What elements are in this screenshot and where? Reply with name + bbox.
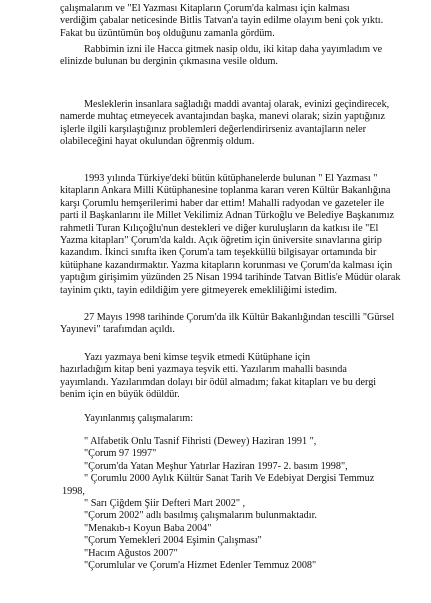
text-line: namerde muhtaç etmeyecek avantajından başka, manevi olarak; sizin yaptığınız xyxy=(60,111,386,123)
list-item: " Alfabetik Onlu Tasnif Fihristi (Dewey) Haziran 1991 ", xyxy=(84,436,317,447)
text-line: olabileceğini hayat okulundan öğrenmiş oldum. xyxy=(60,136,255,148)
text-line: benim için en büyük ödüldür. xyxy=(60,389,180,401)
paragraph-5 xyxy=(60,312,420,337)
heading-line: Yayınlanmış çalışmalarım: xyxy=(84,413,194,424)
list-item: "Çorum Yemekleri 2004 Eşimin Çalışması" xyxy=(84,535,262,547)
list-item: " Çorumlu 2000 Aylık Kültür Sanat Tarih Ve Edebiyat Dergisi Temmuz xyxy=(84,473,375,485)
paragraph-3 xyxy=(60,99,420,149)
text-line: yayımlandı. Yazılarımdan dolayı bir ödül almadım; fakat kitapları ve bu dergi xyxy=(60,376,377,388)
list-item: " Sarı Çiğdem Şiir Defteri Mart 2002" , xyxy=(84,498,246,510)
list-item-continuation: 1998, xyxy=(62,485,85,497)
list-item: "Hacım Ağustos 2007" xyxy=(84,547,178,559)
text-line: kütüphane kazandırmaktır. Yazma kitapların korunması ve Çorum'da kalması için xyxy=(60,259,393,271)
paragraph-1 xyxy=(60,3,420,40)
list-item: "Çorumlular ve Çorum'a Hizmet Edenler Temmuz 2008" xyxy=(84,560,317,572)
text-line: yaptığım girişimim yüzünden 25 Nisan 1994 tarihinde Tatvan Bitlis'e Müdür olarak xyxy=(60,272,401,284)
publications-list xyxy=(60,436,420,572)
list-item: "Çorum 97 1997" xyxy=(84,448,157,460)
text-line: parti il Başkanlarını ile Millet Vekilimiz Adnan Türkoğlu ve Belediye Başkanımız xyxy=(60,210,395,222)
text-line: işlerle ilgili karşılaştığınız problemleri değerlendirirseniz avantajların neler xyxy=(60,123,367,135)
text-line: karşı Çorumlu hemşerilerimi haber dar ettim! Mahalli radyodan ve gazeteler ile xyxy=(60,197,385,209)
text-line: verdiğim çabalar neticesinde Bitlis Tatvan'a tayin edilme olayım beni çok yıktı. xyxy=(60,15,384,27)
text-line: rahmetli Turan Kılıçoğlu'nun destekleri ve diğer kuruluşların da katkısı ile "El xyxy=(60,222,379,234)
list-item: "Menakıb-ı Koyun Baba 2004" xyxy=(84,522,212,534)
text-line: hazırladığım kitap beni yazmaya teşvik etti. Yazılarım mahalli basında xyxy=(60,364,347,376)
text-line: 27 Mayıs 1998 tarihinde Çorum'da ilk Kültür Bakanlığından tescilli "Gürsel xyxy=(84,312,395,323)
text-line: 1993 yılında Türkiye'deki bütün kütüphanelerde bulunan " El Yazması " xyxy=(84,173,378,184)
text-line: kazandım. İkinci sınıfta iken Çorum'a tam teşekküllü bilgisayar ortamında bir xyxy=(60,247,377,259)
text-line: Mesleklerin insanlara sağladığı maddi avantaj olarak, evinizi geçindirecek, xyxy=(84,99,390,110)
publications-heading xyxy=(60,413,420,425)
text-line: Yayınevi" tarafımdan açıldı. xyxy=(60,324,175,336)
text-line: elinizde bulunan bu derginin çıkmasına vesile oldum. xyxy=(60,56,278,68)
text-line: Yazma kitapları" Çorum'da kaldı. Açık öğretim için üniversite sınavlarına girip xyxy=(60,235,382,247)
text-line: kitapların Ankara Milli Kütüphanesine toplanma kararı veren Kültür Bakanlığına xyxy=(60,185,391,197)
paragraph-4 xyxy=(60,173,420,297)
list-item: "Çorum'da Yatan Meşhur Yatırlar Haziran 1997- 2. basım 1998", xyxy=(84,460,348,472)
text-line: çalışmalarım ve "El Yazması Kitapların Çorum'da kalması için kalması xyxy=(60,3,350,14)
paragraph-6 xyxy=(60,352,420,402)
list-item: "Çorum 2002" adlı basılmış çalışmalarım bulunmaktadır. xyxy=(84,510,317,522)
paragraph-2 xyxy=(60,44,420,69)
text-line: Rabbimin izni ile Hacca gitmek nasip oldu, iki kitap daha yayımladım ve xyxy=(84,44,383,55)
text-line: Fakat bu üzüntümün boş olduğunu zamanla gördüm. xyxy=(60,27,275,39)
text-line: Yazı yazmaya beni kimse teşvik etmedi Kütüphane için xyxy=(84,352,311,363)
text-line: tayinim çıktı, tayin edildiğim yere gitmeyerek emekliliğimi istedim. xyxy=(60,284,337,296)
